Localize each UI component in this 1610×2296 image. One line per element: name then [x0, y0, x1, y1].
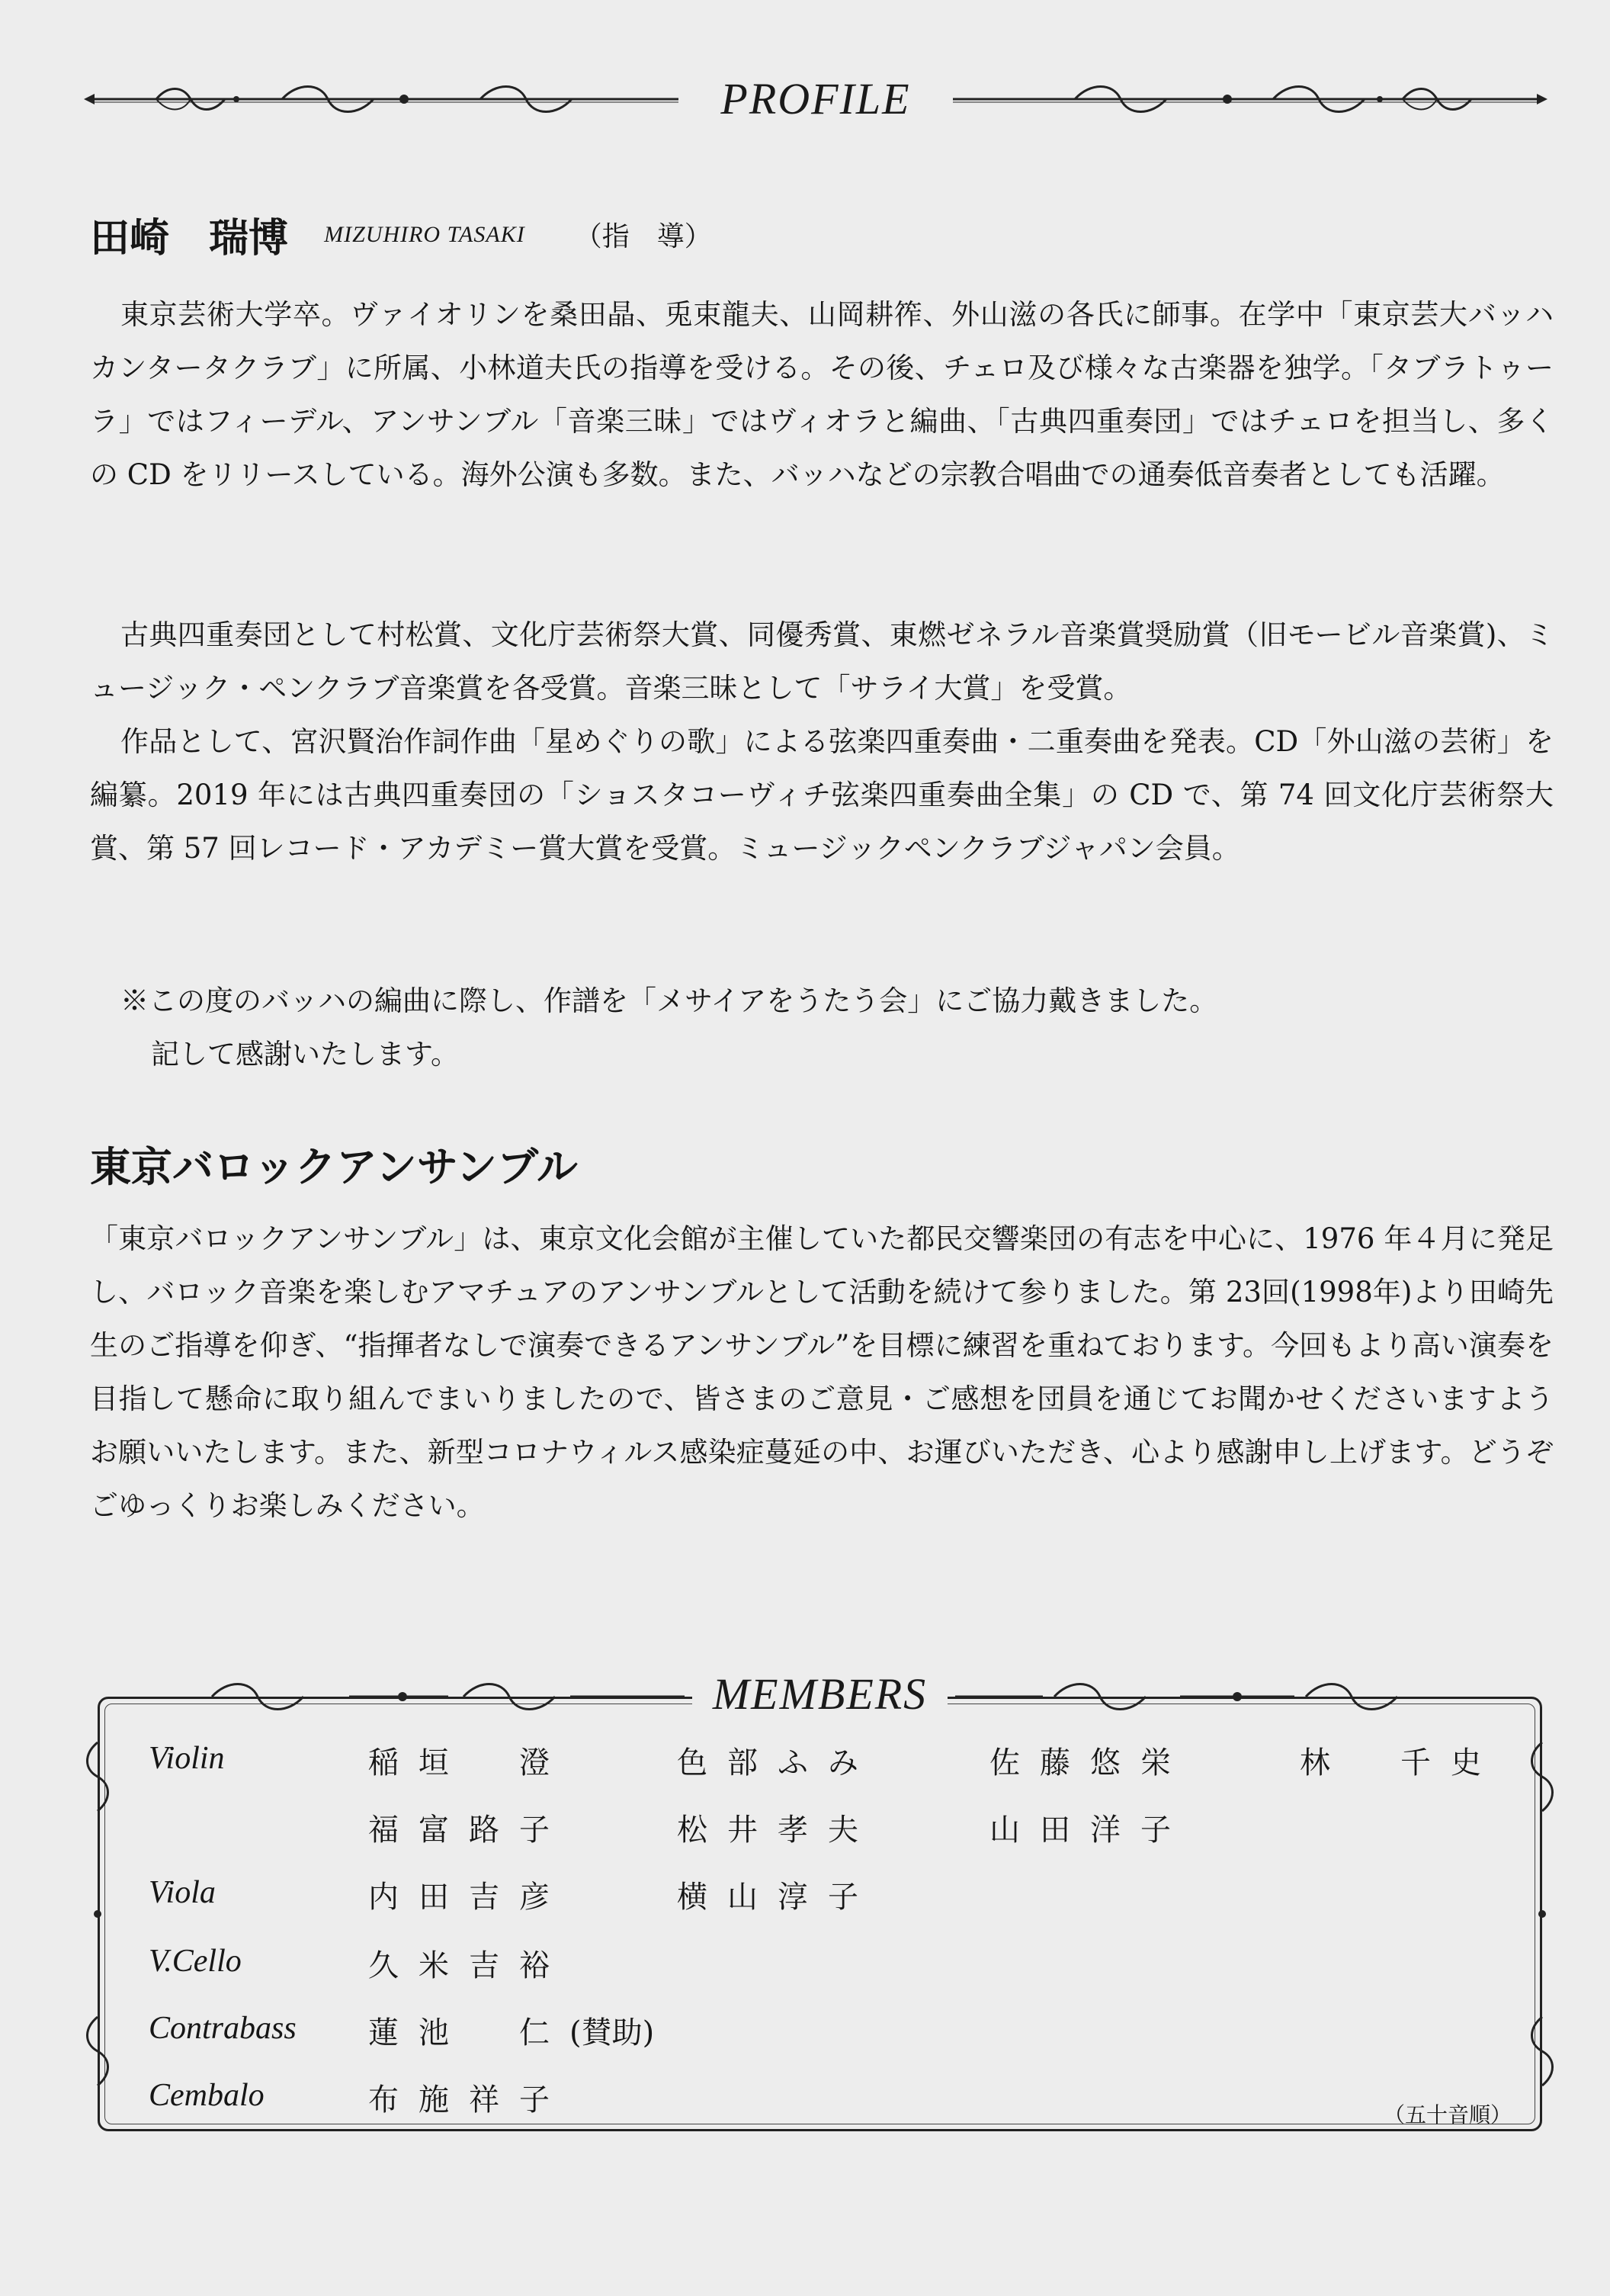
viola-member-2: 横山淳子 [677, 1880, 878, 1915]
cello-member-1: 久米吉裕 [368, 1948, 569, 1983]
bio-paragraph-2: 古典四重奏団として村松賞、文化庁芸術祭大賞、同優秀賞、東燃ゼネラル音楽賞奨励賞（旧モービル音楽賞)、ミュージック・ペンクラブ音楽賞を各受賞。音楽三昧として「サライ大賞」を受賞。 [90, 618, 1554, 705]
conductor-name-en: MIZUHIRO TASAKI [324, 221, 525, 247]
right-side-ornament-icon [1527, 1735, 1557, 2093]
violin-member-7: 山田洋子 [989, 1813, 1191, 1848]
conductor-role: （指 導） [574, 221, 712, 252]
viola-member-1: 内田吉彦 [368, 1880, 569, 1915]
note-line-2: 記して感謝いたします。 [151, 1038, 460, 1071]
violin-member-3: 佐藤悠栄 [989, 1745, 1191, 1781]
violin-member-6: 松井孝夫 [677, 1813, 878, 1848]
bio-paragraph-3: 作品として、宮沢賢治作詞作曲「星めぐりの歌」による弦楽四重奏曲・二重奏曲を発表。CD「外山滋の芸術」を編纂。2019 年には古典四重奏団の「ショスタコーヴィチ弦楽四重奏曲全集」の CD で、第 74 回文化庁芸術祭大賞、第 57 回レコード・アカデミー賞大賞を受賞。ミュージックペンクラブジャパン会員。 [90, 725, 1554, 865]
viola-label: Viola [149, 1875, 216, 1910]
cembalo-member-1: 布施祥子 [368, 2082, 569, 2118]
bio-paragraph-1: 東京芸術大学卒。ヴァイオリンを桑田晶、兎束龍夫、山岡耕筰、外山滋の各氏に師事。在学中「東京芸大バッハカンタータクラブ」に所属、小林道夫氏の指導を受ける。その後、チェロ及び様々な古楽器を独学。「タブラトゥーラ」ではフィーデル、アンサンブル「音楽三昧」ではヴィオラと編曲、「古典四重奏団」ではチェロを担当し、多くの CD をリリースしている。海外公演も多数。また、バッハなどの宗教合唱曲での通奏低音奏者としても活躍。 [90, 298, 1554, 491]
left-side-ornament-icon [82, 1735, 113, 2093]
profile-header-ornament [84, 65, 1547, 133]
cembalo-label: Cembalo [149, 2078, 265, 2113]
members-header-ornament [98, 1659, 1542, 1727]
ensemble-heading: 東京バロックアンサンブル [90, 1142, 578, 1191]
conductor-name-line [90, 206, 712, 262]
contrabass-label: Contrabass [149, 2011, 297, 2046]
violin-member-4: 林 千史 [1300, 1745, 1501, 1781]
contrabass-member-suffix: (賛助) [569, 2015, 655, 2050]
ensemble-paragraph: 「東京バロックアンサンブル」は、東京文化会館が主催していた都民交響楽団の有志を中心に、1976 年４月に発足し、バロック音楽を楽しむアマチュアのアンサンブルとして活動を続けて参りました。第 23回(1998年)より田崎先生のご指導を仰ぎ、“指揮者なしで演奏できるアンサンブル”を目標に練習を重ねております。今回もより高い演奏を目指して懸命に取り組んでまいりましたので、皆さまのご意見・ご感想を団員を通じてお聞かせくださいますようお願いいたします。また、新型コロナウィルス感染症蔓延の中、お運びいただき、心より感謝申し上げます。どうぞごゆっくりお楽しみください。 [90, 1222, 1554, 1522]
contrabass-member-name: 蓮池 仁 [368, 2015, 569, 2050]
violin-member-1: 稲垣 澄 [368, 1745, 569, 1781]
cello-label: V.Cello [149, 1944, 242, 1979]
order-note: （五十音順） [1384, 2102, 1512, 2127]
violin-member-5: 福富路子 [368, 1813, 569, 1848]
violin-label: Violin [149, 1741, 225, 1776]
note-line-1: ※この度のバッハの編曲に際し、作譜を「メサイアをうたう会」にご協力戴きました。 [120, 984, 1218, 1017]
contrabass-member-1 [368, 2009, 654, 2052]
profile-header-title: PROFILE [704, 74, 927, 124]
conductor-name-jp: 田崎 瑞博 [90, 215, 289, 262]
violin-member-2: 色部ふみ [677, 1745, 878, 1781]
members-header-title: MEMBERS [696, 1669, 944, 1719]
